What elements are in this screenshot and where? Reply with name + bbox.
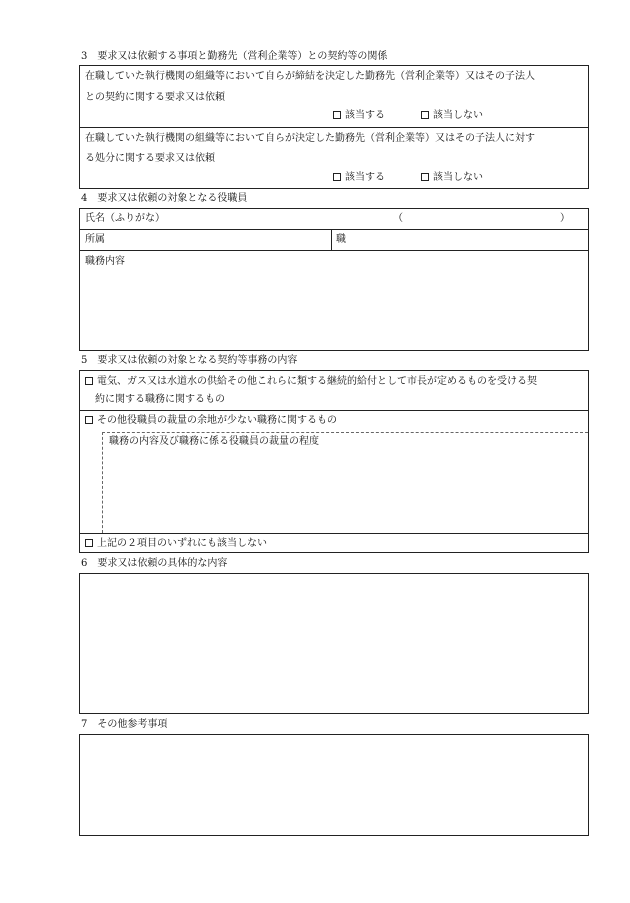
applicable-label: 該当する	[345, 172, 385, 183]
none-applicable-option	[85, 537, 267, 551]
name-label: 氏名（ふりがな）	[85, 213, 165, 224]
disposition-applicable-option	[333, 171, 385, 185]
row-divider	[80, 250, 588, 251]
section-3-table	[79, 65, 589, 189]
continuous-supply-line1: 電気、ガス又は水道水の供給その他これらに類する継続的給付として市長が定めるものを受ける契	[97, 376, 537, 387]
row-divider	[80, 127, 588, 128]
low-discretion-option	[85, 414, 337, 428]
contract-request-line1: 在職していた執行機関の組織等において自らが締結を決定した勤務先（営利企業等）又はその子法人	[85, 71, 535, 82]
low-discretion-checkbox[interactable]	[85, 416, 93, 424]
none-applicable-label: 上記の２項目のいずれにも該当しない	[97, 538, 267, 549]
section-3-heading: 3 要求又は依頼する事項と勤務先（営利企業等）との契約等の関係	[81, 51, 388, 62]
disposition-request-line2: る処分に関する要求又は依頼	[85, 153, 215, 164]
reference-notes-box[interactable]	[79, 734, 589, 836]
position-label: 職	[336, 234, 346, 245]
section-6-heading: 6 要求又は依頼の具体的な内容	[81, 558, 228, 569]
contract-not-applicable-checkbox[interactable]	[421, 111, 429, 119]
row-divider	[80, 410, 588, 411]
affiliation-label: 所属	[85, 234, 105, 245]
disposition-not-applicable-checkbox[interactable]	[421, 173, 429, 181]
section-5-table	[79, 370, 589, 553]
continuous-supply-checkbox[interactable]	[85, 377, 93, 385]
duties-label: 職務内容	[85, 256, 125, 267]
discretion-degree-label: 職務の内容及び職務に係る役職員の裁量の程度	[109, 436, 319, 447]
applicable-label: 該当する	[345, 110, 385, 121]
section-4-heading: 4 要求又は依頼の対象となる役職員	[81, 193, 248, 204]
specific-content-box[interactable]	[79, 573, 589, 714]
continuous-supply-line2: 約に関する職務に関するもの	[95, 394, 225, 405]
contract-applicable-option	[333, 109, 385, 123]
contract-not-applicable-option	[421, 109, 483, 123]
sub-box-top-border	[102, 432, 588, 433]
contract-request-line2: との契約に関する要求又は依頼	[85, 92, 225, 103]
furigana-paren-open: （	[393, 213, 403, 224]
sub-box-left-border	[102, 432, 103, 533]
furigana-paren-close: ）	[560, 213, 570, 224]
disposition-request-line1: 在職していた執行機関の組織等において自らが決定した勤務先（営利企業等）又はその子法人に対す	[85, 133, 535, 144]
section-5-heading: 5 要求又は依頼の対象となる契約等事務の内容	[81, 355, 298, 366]
disposition-not-applicable-option	[421, 171, 483, 185]
column-divider	[331, 230, 332, 250]
disposition-applicable-checkbox[interactable]	[333, 173, 341, 181]
section-7-heading: 7 その他参考事項	[81, 719, 168, 730]
continuous-supply-option	[85, 375, 537, 389]
not-applicable-label: 該当しない	[433, 172, 483, 183]
section-4-table	[79, 208, 589, 351]
low-discretion-label: その他役職員の裁量の余地が少ない職務に関するもの	[97, 415, 337, 426]
row-divider	[80, 229, 588, 230]
contract-applicable-checkbox[interactable]	[333, 111, 341, 119]
not-applicable-label: 該当しない	[433, 110, 483, 121]
row-divider	[80, 533, 588, 534]
none-applicable-checkbox[interactable]	[85, 539, 93, 547]
